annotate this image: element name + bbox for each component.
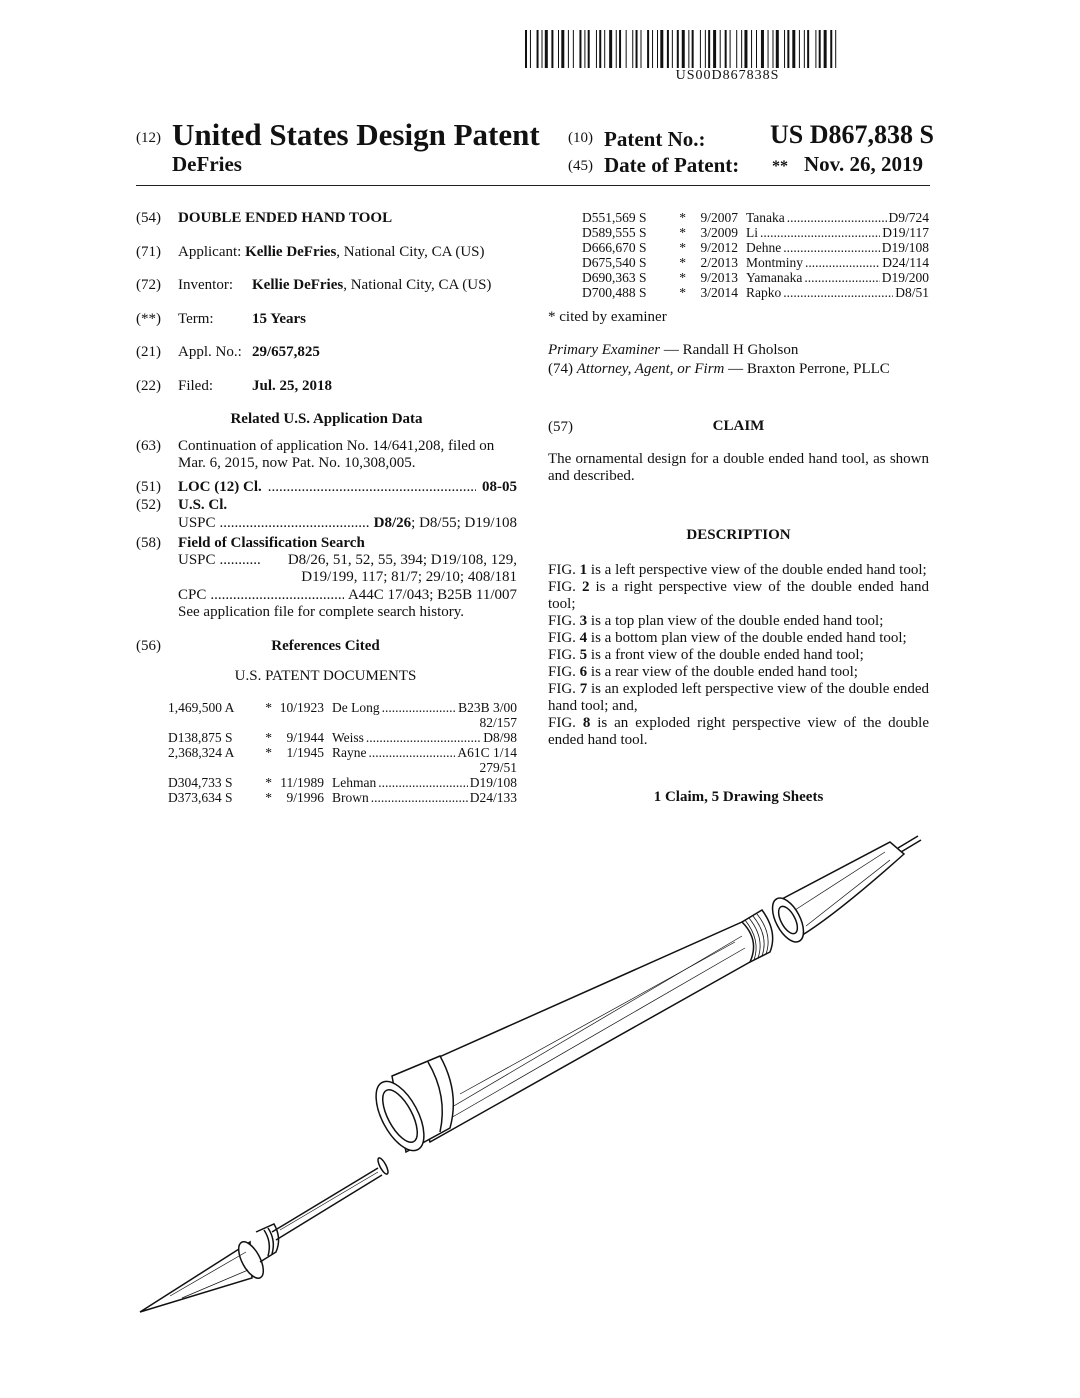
title-of-design: DOUBLE ENDED HAND TOOL [178, 210, 393, 226]
reference-row [168, 745, 517, 760]
dot-leader [783, 285, 893, 300]
appl-no-label: Appl. No.: [178, 344, 242, 360]
dot-leader [760, 225, 880, 240]
code-71: (71) [136, 244, 161, 260]
reference-name: Li [746, 225, 758, 240]
reference-number: D551,569 S [582, 210, 647, 225]
barrel [366, 922, 753, 1158]
rear-pin [272, 1168, 382, 1240]
reference-star: * [265, 730, 272, 745]
reference-number: D138,875 S [168, 730, 233, 745]
uspc-secondary: ; D8/55; D19/108 [411, 515, 517, 531]
reference-star: * [265, 775, 272, 790]
tool-drawing [130, 830, 930, 1330]
applicant-field [178, 244, 485, 261]
dot-leader [371, 790, 468, 805]
description-heading: DESCRIPTION [686, 527, 791, 543]
reference-class: D19/200 [881, 270, 929, 285]
search-uspc-row [178, 552, 517, 569]
field-of-search-label: Field of Classification Search [178, 535, 365, 551]
filed-label: Filed: [178, 378, 214, 394]
dot-leader [268, 479, 476, 496]
figure-number: 2 [581, 579, 590, 595]
reference-name: Yamanaka [746, 270, 803, 285]
figure-prefix: FIG. [548, 664, 580, 680]
attorney-label: Attorney, Agent, or Firm [576, 361, 725, 377]
reference-date: 2/2013 [700, 255, 738, 270]
figure-prefix: FIG. [548, 715, 583, 731]
reference-star: * [679, 225, 686, 240]
reference-row [168, 700, 517, 715]
references-cited-heading: References Cited [271, 638, 380, 654]
uspc-row [178, 515, 517, 532]
attorney [548, 361, 890, 378]
code-12: (12) [136, 130, 161, 146]
related-data-heading: Related U.S. Application Data [230, 411, 423, 427]
reference-star: * [679, 240, 686, 255]
reference-row [168, 790, 517, 805]
reference-row [582, 270, 929, 285]
figure-description [548, 562, 929, 579]
reference-row [582, 255, 929, 270]
code-63: (63) [136, 438, 161, 454]
dot-leader [787, 210, 887, 225]
reference-number: D666,670 S [582, 240, 647, 255]
reference-name: Tanaka [746, 210, 785, 225]
figure-description [548, 630, 929, 647]
appl-no-value: 29/657,825 [252, 344, 320, 360]
dot-leader [804, 270, 879, 285]
reference-star: * [265, 745, 272, 760]
reference-class: D24/133 [469, 790, 517, 805]
reference-class: D24/114 [882, 255, 929, 270]
reference-row [582, 240, 929, 255]
code-56: (56) [136, 638, 161, 654]
reference-class: D8/98 [483, 730, 517, 745]
patent-number: US D867,838 S [770, 120, 934, 149]
code-74: (74) [548, 361, 573, 377]
reference-class: A61C 1/14 [457, 745, 517, 760]
uspc-primary: D8/26 [373, 515, 412, 531]
figure-prefix: FIG. [548, 562, 580, 578]
code-21: (21) [136, 344, 161, 360]
filed-value: Jul. 25, 2018 [252, 378, 333, 394]
applicant-location: , National City, CA (US) [336, 244, 485, 260]
dot-leader [378, 775, 468, 790]
figure-number: 1 [579, 562, 588, 578]
dot-leader [382, 700, 456, 715]
search-cpc-value: A44C 17/043; B25B 11/007 [347, 587, 517, 603]
search-uspc-line-1: D8/26, 51, 52, 55, 394; D19/108, 129, [287, 552, 517, 568]
primary-examiner-label: Primary Examiner [548, 342, 661, 358]
reference-date: 11/1989 [280, 775, 324, 790]
reference-row [582, 285, 929, 300]
cited-by-examiner-note: * cited by examiner [548, 309, 667, 325]
reference-name: Lehman [332, 775, 377, 790]
figure-descriptions [548, 562, 929, 749]
reference-class: D19/108 [881, 240, 929, 255]
figure-text: is a right perspective view of the double ended hand tool; [548, 579, 929, 612]
reference-star: * [265, 700, 272, 715]
ring-piece [376, 1157, 390, 1176]
dot-leader [805, 255, 880, 270]
reference-class: D8/51 [895, 285, 929, 300]
figure-description [548, 647, 929, 664]
reference-name: Montminy [746, 255, 804, 270]
reference-row [168, 775, 517, 790]
term-value: 15 Years [252, 311, 307, 327]
patent-number-label: Patent No.: [604, 127, 706, 151]
reference-row-continued [168, 760, 517, 775]
applicant-label: Applicant: [178, 244, 242, 260]
reference-date: 3/2009 [700, 225, 738, 240]
header-rule [136, 185, 930, 186]
reference-date: 1/1945 [286, 745, 324, 760]
figure-number: 3 [579, 613, 588, 629]
claims-summary: 1 Claim, 5 Drawing Sheets [653, 789, 824, 805]
reference-number: D589,555 S [582, 225, 647, 240]
figure-description [548, 613, 929, 630]
continuation-line-1: Continuation of application No. 14/641,208, filed on [178, 438, 495, 454]
reference-number: D700,488 S [582, 285, 647, 300]
reference-number: D690,363 S [582, 270, 647, 285]
date-of-patent: Nov. 26, 2019 [804, 152, 924, 176]
figure-prefix: FIG. [548, 681, 580, 697]
inventor-name: Kellie DeFries [252, 277, 344, 293]
figure-description [548, 579, 929, 613]
reference-number: 2,368,324 A [168, 745, 235, 760]
dot-leader [220, 515, 370, 532]
reference-date: 10/1923 [279, 700, 324, 715]
search-cpc-label: CPC [178, 587, 207, 603]
code-54: (54) [136, 210, 161, 226]
reference-number: D304,733 S [168, 775, 233, 790]
figure-text: is a left perspective view of the double ended hand tool; [587, 562, 927, 578]
dot-leader [369, 745, 456, 760]
reference-star: * [679, 270, 686, 285]
reference-row-continued [168, 715, 517, 730]
inventor-surname: DeFries [172, 152, 242, 176]
primary-examiner [548, 342, 798, 359]
loc-class-value: 08-05 [482, 479, 517, 495]
inventor-label: Inventor: [178, 277, 233, 293]
continuation-line-2: Mar. 6, 2015, now Pat. No. 10,308,005. [178, 455, 416, 471]
inventor-location: , National City, CA (US) [343, 277, 492, 293]
reference-name: Dehne [746, 240, 782, 255]
code-term: (**) [136, 311, 161, 327]
figure-number: 8 [582, 715, 591, 731]
reference-star: * [679, 255, 686, 270]
reference-row [582, 210, 929, 225]
reference-name: Rayne [332, 745, 367, 760]
reference-name: Rapko [746, 285, 782, 300]
figure-text: is a rear view of the double ended hand tool; [587, 664, 858, 680]
reference-class: D19/117 [882, 225, 929, 240]
figure-text: is a top plan view of the double ended hand tool; [587, 613, 884, 629]
dot-leader [366, 730, 481, 745]
applicant-name: Kellie DeFries [245, 244, 337, 260]
inventor-field [252, 277, 491, 294]
us-class-label: U.S. Cl. [178, 497, 228, 513]
figure-text: is an exploded right perspective view of the double ended hand tool. [548, 715, 930, 748]
reference-date: 9/2012 [700, 240, 738, 255]
uspc-label: USPC [178, 515, 216, 531]
reference-date: 9/1944 [286, 730, 324, 745]
reference-class: D19/108 [469, 775, 517, 790]
figure-description [548, 715, 929, 749]
code-22: (22) [136, 378, 161, 394]
claim-text: The ornamental design for a double ended hand tool, as shown and described. [548, 451, 929, 484]
code-10: (10) [568, 130, 593, 146]
reference-number: D373,634 S [168, 790, 233, 805]
search-uspc-line-2: D19/199, 117; 81/7; 29/10; 408/181 [301, 569, 517, 585]
barcode [525, 30, 930, 68]
reference-date: 3/2014 [700, 285, 738, 300]
date-asterisks: ** [772, 158, 788, 175]
reference-name: Brown [332, 790, 369, 805]
code-52: (52) [136, 497, 161, 513]
code-72: (72) [136, 277, 161, 293]
reference-class: B23B 3/00 [458, 700, 517, 715]
loc-class-label: LOC (12) Cl. [178, 479, 262, 495]
figure-text: is a bottom plan view of the double ended hand tool; [587, 630, 907, 646]
reference-row [582, 225, 929, 240]
figure-prefix: FIG. [548, 630, 580, 646]
attorney-name: — Braxton Perrone, PLLC [724, 361, 890, 377]
term-label: Term: [178, 311, 214, 327]
us-patent-documents-heading: U.S. PATENT DOCUMENTS [234, 668, 417, 684]
reference-star: * [265, 790, 272, 805]
reference-number: D675,540 S [582, 255, 647, 270]
search-uspc-label: USPC [178, 552, 216, 568]
figure-text: is a front view of the double ended hand tool; [587, 647, 864, 663]
figure-prefix: FIG. [548, 613, 580, 629]
front-cone-tip [766, 836, 921, 947]
search-cpc-row [178, 587, 517, 604]
reference-name: Weiss [332, 730, 364, 745]
dot-leader [210, 587, 344, 604]
reference-date: 9/1996 [286, 790, 324, 805]
reference-star: * [679, 285, 686, 300]
dot-leader [783, 240, 880, 255]
figure-text: is an exploded left perspective view of the double ended hand tool; and, [548, 681, 929, 714]
reference-class-secondary: 82/157 [479, 715, 517, 730]
reference-date: 9/2013 [700, 270, 738, 285]
code-58: (58) [136, 535, 161, 551]
document-title: United States Design Patent [172, 117, 540, 152]
code-57: (57) [548, 419, 573, 435]
search-history-note: See application file for complete search history. [178, 604, 465, 620]
dot-leader [220, 552, 260, 569]
reference-date: 9/2007 [700, 210, 738, 225]
figure-number: 4 [579, 630, 588, 646]
rear-cone-tip [140, 1224, 279, 1312]
claim-heading: CLAIM [712, 418, 765, 434]
loc-class-row [178, 479, 517, 496]
barcode-number: US00D867838S [675, 68, 780, 83]
reference-class-secondary: 279/51 [479, 760, 517, 775]
code-51: (51) [136, 479, 161, 495]
code-45: (45) [568, 158, 593, 174]
reference-star: * [679, 210, 686, 225]
figure-description [548, 681, 929, 715]
figure-number: 6 [579, 664, 588, 680]
reference-number: 1,469,500 A [168, 700, 235, 715]
figure-number: 5 [579, 647, 588, 663]
primary-examiner-name: — Randall H Gholson [660, 342, 799, 358]
date-of-patent-label: Date of Patent: [604, 153, 740, 177]
figure-description [548, 664, 929, 681]
figure-prefix: FIG. [548, 579, 582, 595]
reference-row [168, 730, 517, 745]
figure-number: 7 [579, 681, 588, 697]
reference-name: De Long [332, 700, 380, 715]
reference-class: D9/724 [888, 210, 929, 225]
figure-prefix: FIG. [548, 647, 580, 663]
